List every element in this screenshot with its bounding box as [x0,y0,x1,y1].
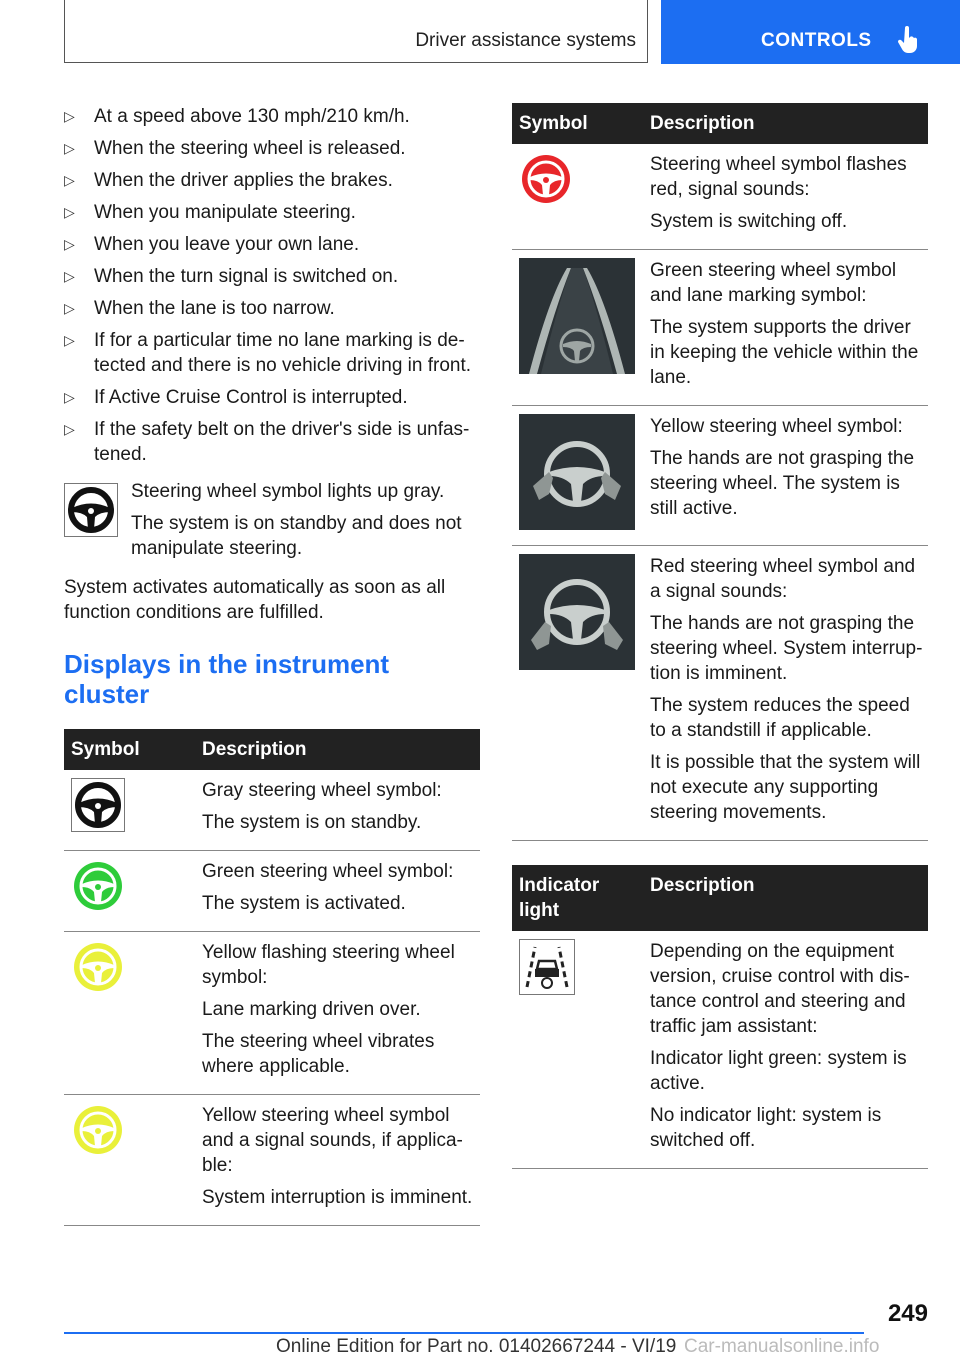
activation-paragraph: System activates automatically as soon as all function conditions are fulfilled. [64,577,446,623]
col-header-description: Description [195,729,480,770]
triangle-bullet-icon: ▷ [64,421,75,437]
indicator-table [512,865,928,1169]
row-text: Indicator light green: system is active. [650,1048,907,1094]
table-row [512,406,928,546]
triangle-bullet-icon: ▷ [64,332,75,348]
row-text: It is possible that the system will not execute any supporting steering movements. [650,752,921,823]
table-row [512,931,928,1169]
col-header-description: Description [643,103,928,144]
header-controls-tab [661,0,960,64]
yellow-steering-wheel-icon [71,940,125,994]
red-steering-wheel-icon [519,152,573,206]
list-item: ▷ If Active Cruise Control is interrupted. [64,387,408,408]
right-column [512,103,928,1169]
green-steering-wheel-icon [71,859,125,913]
triangle-bullet-icon: ▷ [64,140,75,156]
gray-steering-wheel-icon [64,483,118,537]
row-text: Depending on the equipment version, cruise control with dis-tance control and steering and traffic jam assistant: [650,941,910,1037]
list-item: ▷ If the safety belt on the driver's side is unfas-tened. [64,419,470,465]
row-text: Green steering wheel symbol: [202,861,454,882]
row-text: Yellow steering wheel symbol: [650,416,903,437]
col-header-symbol: Symbol [512,103,643,144]
row-text: Red steering wheel symbol and a signal sounds: [650,556,916,602]
row-text: Steering wheel symbol flashes red, signal sounds: [650,154,907,200]
list-item: ▷ At a speed above 130 mph/210 km/h. [64,106,410,127]
list-item: ▷ If for a particular time no lane marking is de-tected and there is no vehicle driving in front. [64,330,472,376]
triangle-bullet-icon: ▷ [64,389,75,405]
footer-divider [64,1332,864,1334]
triangle-bullet-icon: ▷ [64,236,75,252]
red-hands-display-icon [519,554,635,670]
table-row [64,851,480,932]
col-header-indicator: Indicator light [512,865,643,931]
yellow-steering-wheel-icon [71,1103,125,1157]
table-row [512,144,928,250]
row-text: The system reduces the speed to a standstill if applicable. [650,695,910,741]
row-text: Yellow steering wheel symbol and a signal sounds, if applica-ble: [202,1105,463,1176]
edition-text: Online Edition for Part no. 01402667244 - VI/19 [276,1336,677,1357]
list-item: ▷ When you manipulate steering. [64,202,356,223]
triangle-bullet-icon: ▷ [64,204,75,220]
row-text: Gray steering wheel symbol: [202,780,442,801]
row-text: The system is activated. [202,893,406,914]
row-text: The system supports the driver in keeping the vehicle within the lane. [650,317,919,388]
watermark: Car-manualsonline.info [684,1336,880,1357]
hand-pointer-icon [897,26,921,54]
triangle-bullet-icon: ▷ [64,172,75,188]
row-text: The hands are not grasping the steering wheel. The system is still active. [650,448,915,519]
gray-symbol-note [64,479,480,561]
list-item: ▷ When the lane is too narrow. [64,298,335,319]
symbol-table [512,103,928,841]
green-lane-display-icon [519,258,635,374]
gray-symbol-text: Steering wheel symbol lights up gray. [131,481,445,502]
col-header-symbol: Symbol [64,729,195,770]
col-header-description: Description [643,865,928,931]
row-text: No indicator light: system is switched off. [650,1105,882,1151]
list-item: ▷ When the driver applies the brakes. [64,170,393,191]
lane-assist-indicator-icon [519,939,575,995]
list-item: ▷ When the steering wheel is released. [64,138,406,159]
row-text: System interruption is imminent. [202,1187,473,1208]
table-row [64,1095,480,1226]
row-text: The steering wheel vibrates where applicable. [202,1031,435,1077]
row-text: Green steering wheel symbol and lane marking symbol: [650,260,897,306]
header-section-title: Driver assistance systems [415,30,636,51]
row-text: The system is on standby. [202,812,422,833]
table-row [64,770,480,851]
row-text: The hands are not grasping the steering wheel. System interrup-tion is imminent. [650,613,923,684]
condition-list [64,104,480,467]
table-row [512,546,928,841]
row-text: System is switching off. [650,211,848,232]
gray-steering-wheel-icon [71,778,125,832]
row-text: Yellow flashing steering wheel symbol: [202,942,455,988]
table-row [64,932,480,1095]
triangle-bullet-icon: ▷ [64,268,75,284]
list-item: ▷ When you leave your own lane. [64,234,360,255]
list-item: ▷ When the turn signal is switched on. [64,266,399,287]
page-number: 249 [887,1300,928,1327]
controls-label: CONTROLS [761,30,872,51]
row-text: Lane marking driven over. [202,999,421,1020]
triangle-bullet-icon: ▷ [64,108,75,124]
section-title: Displays in the instrument cluster [64,649,390,709]
triangle-bullet-icon: ▷ [64,300,75,316]
table-row [512,250,928,406]
gray-symbol-desc: The system is on standby and does not manipulate steering. [131,513,462,559]
instrument-cluster-table [64,729,480,1226]
yellow-hands-display-icon [519,414,635,530]
left-column [64,104,480,1226]
